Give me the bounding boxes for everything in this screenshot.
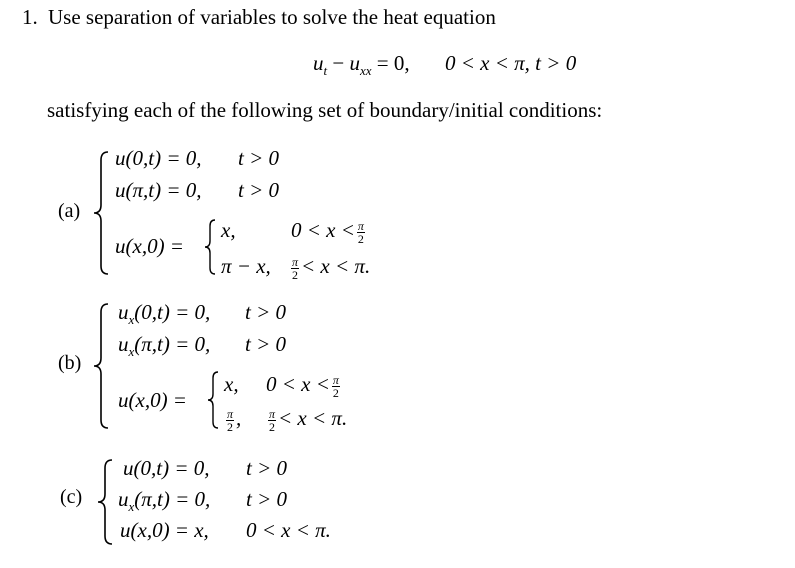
part-b-frac2-num: π — [227, 406, 234, 421]
equation-u2: u — [349, 51, 360, 75]
part-b-inner-brace — [206, 370, 220, 430]
part-b-frac-den: 2 — [332, 385, 339, 400]
part-c-label: (c) — [60, 486, 83, 508]
part-b-bc1-rest: (0,t) = 0, — [134, 300, 211, 324]
part-a-ic-lhs: u(x,0) = — [115, 234, 184, 258]
part-b-label: (b) — [58, 352, 82, 374]
equation-xx-sub: xx — [359, 63, 372, 79]
equation-minus: − — [332, 51, 345, 75]
part-b-bc1-sub: x — [128, 312, 135, 328]
condition-text: satisfying each of the following set of boundary/initial conditions: — [47, 98, 603, 122]
part-b-ic-lhs: u(x,0) = — [118, 388, 187, 412]
part-c-ic: u(x,0) = x, — [120, 518, 209, 542]
part-b-piece2-expr — [224, 406, 241, 433]
part-b-brace — [92, 302, 110, 430]
part-a-piece1-cond — [291, 218, 367, 245]
part-a-bc2-cond: t > 0 — [238, 178, 280, 202]
equation-t-sub: t — [323, 63, 328, 79]
part-b-piece2-cond-right: < x < π. — [278, 406, 348, 430]
part-b-pi-over-2-value — [226, 408, 234, 433]
part-a-frac-den: 2 — [357, 231, 364, 246]
part-b-frac3-den: 2 — [269, 419, 275, 434]
part-c-bc2-sub: x — [128, 499, 135, 515]
part-a-piece1-cond-left: 0 < x < — [291, 218, 355, 242]
part-b-bc1-cond: t > 0 — [245, 300, 287, 324]
part-c-ic-cond: 0 < x < π. — [246, 518, 331, 542]
part-b-frac2-den: 2 — [227, 419, 233, 434]
part-b-frac-num: π — [332, 372, 339, 387]
part-a-frac2-den: 2 — [292, 267, 298, 282]
part-b-comma: , — [236, 406, 242, 430]
part-a-bc1: u(0,t) = 0, — [115, 146, 202, 170]
part-b-bc1-u: u — [118, 300, 129, 324]
heat-equation — [313, 51, 410, 79]
part-a-inner-brace — [203, 218, 217, 276]
part-b-piece1-cond-left: 0 < x < — [266, 372, 330, 396]
equation-equals: = 0, — [376, 51, 410, 75]
part-b-pi-over-2c — [268, 408, 276, 433]
part-c-bc2-cond: t > 0 — [246, 487, 288, 511]
part-b-piece1-expr: x, — [224, 372, 239, 396]
part-a-frac2-num: π — [292, 254, 299, 269]
part-b-piece1-cond — [266, 372, 342, 399]
part-c-bc2 — [118, 487, 210, 515]
part-c-brace — [96, 458, 114, 546]
part-b-bc2-rest: (π,t) = 0, — [134, 332, 211, 356]
part-b-bc2-u: u — [118, 332, 129, 356]
part-a-label: (a) — [58, 200, 81, 222]
part-b-bc2-sub: x — [128, 344, 135, 360]
part-a-brace — [92, 150, 110, 276]
part-a-pi-over-2 — [357, 220, 365, 245]
part-b-bc1 — [118, 300, 210, 328]
part-a-frac-num: π — [357, 218, 364, 233]
part-c-bc1: u(0,t) = 0, — [123, 456, 210, 480]
part-b-frac3-num: π — [269, 406, 276, 421]
part-a-bc2: u(π,t) = 0, — [115, 178, 202, 202]
part-c-bc2-rest: (π,t) = 0, — [134, 487, 211, 511]
part-b-pi-over-2 — [332, 374, 340, 399]
equation-u: u — [313, 51, 324, 75]
problem-number: 1. — [22, 5, 38, 29]
part-b-piece2-cond — [266, 406, 347, 433]
problem-intro: Use separation of variables to solve the heat equation — [48, 5, 496, 29]
part-a-piece1-expr: x, — [221, 218, 236, 242]
part-c-bc2-u: u — [118, 487, 129, 511]
part-a-piece2-expr: π − x, — [221, 254, 271, 278]
part-a-piece2-cond-right: < x < π. — [301, 254, 371, 278]
equation-domain: 0 < x < π, t > 0 — [445, 51, 577, 75]
part-a-bc1-cond: t > 0 — [238, 146, 280, 170]
part-a-pi-over-2b — [291, 256, 299, 281]
part-a-piece2-cond — [289, 254, 370, 281]
part-b-bc2-cond: t > 0 — [245, 332, 287, 356]
part-b-bc2 — [118, 332, 210, 360]
part-c-bc1-cond: t > 0 — [246, 456, 288, 480]
